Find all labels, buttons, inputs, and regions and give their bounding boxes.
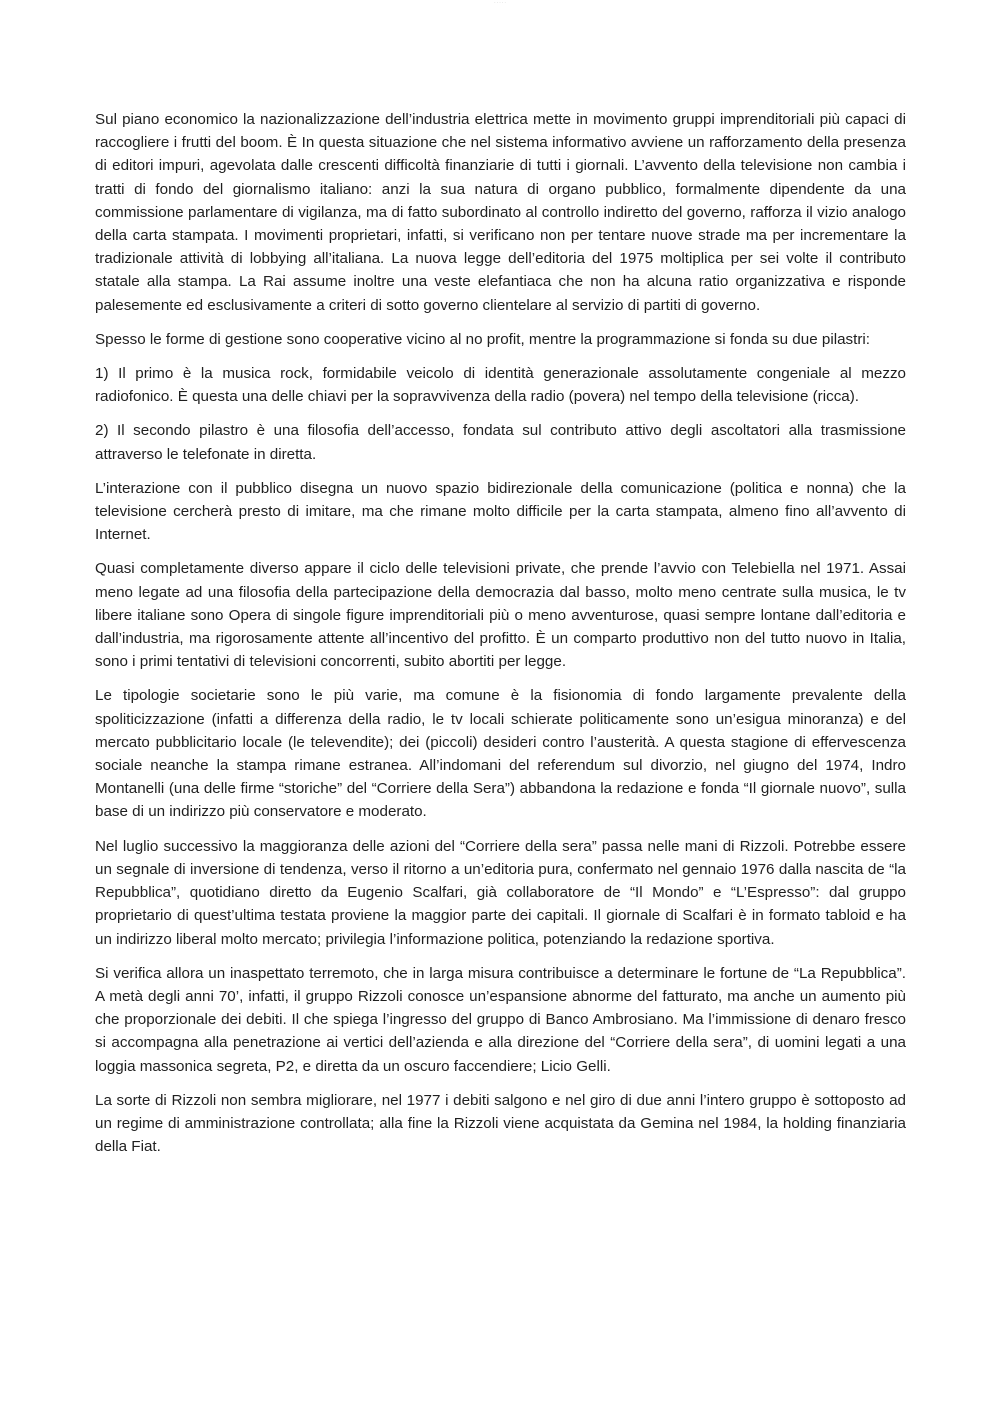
document-body bbox=[95, 108, 906, 1169]
paragraph: Quasi completamente diverso appare il ciclo delle televisioni private, che prende l’avvio con Telebiella nel 1971. Assai meno legate ad una filosofia della partecipazione della democrazia dal basso, molto meno centrate sulla musica, le tv libere italiane sono Opera di singole figure imprenditoriali più o meno avventurose, quasi sempre lontane dall’editoria e dall’industria, ma rigorosamente attente all’incentivo del profitto. È un comparto produttivo non del tutto nuovo in Italia, sono i primi tentativi di televisioni concorrenti, subito abortiti per legge. bbox=[95, 560, 906, 671]
paragraph: Sul piano economico la nazionalizzazione dell’industria elettrica mette in movimento gruppi imprenditoriali più capaci di raccogliere i frutti del boom. È In questa situazione che nel sistema informativo avviene un rafforzamento della presenza di editori impuri, agevolata dalle crescenti difficoltà finanziarie di tutti i giornali. L’avvento della televisione non cambia i tratti di fondo del giornalismo italiano: anzi la sua natura di organo pubblico, formalmente dipendente da una commissione parlamentare di vigilanza, ma di fatto subordinato al controllo indiretto del governo, rafforza il vizio analogo della carta stampata. I movimenti proprietari, infatti, si verificano non per tentare nuove strade ma per incrementare la tradizionale attività di lobbying all’italiana. La nuova legge dell’editoria del 1975 moltiplica per sei volte il contributo statale alla stampa. La Rai assume inoltre una veste elefantiaca che non ha alcuna ratio organizzativa e risponde palesemente ed esclusivamente a criteri di sotto governo clientelare al servizio di partiti di governo. bbox=[95, 111, 906, 314]
paragraph: Spesso le forme di gestione sono cooperative vicino al no profit, mentre la programmazione si fonda su due pilastri: bbox=[95, 330, 870, 348]
paragraph: La sorte di Rizzoli non sembra migliorare, nel 1977 i debiti salgono e nel giro di due anni l’intero gruppo è sottoposto ad un regime di amministrazione controllata; alla fine la Rizzoli viene acquistata da Gemina nel 1984, la holding finanziaria della Fiat. bbox=[95, 1091, 906, 1156]
paragraph: 2) Il secondo pilastro è una filosofia dell’accesso, fondata sul contributo attivo degli ascoltatori alla trasmissione attraverso le telefonate in diretta. bbox=[95, 422, 906, 463]
paragraph: 1) Il primo è la musica rock, formidabile veicolo di identità generazionale assolutamente congeniale al mezzo radiofonico. È questa una delle chiavi per la sopravvivenza della radio (povera) nel tempo della televisione (ricca). bbox=[95, 365, 906, 406]
paragraph: Si verifica allora un inaspettato terremoto, che in larga misura contribuisce a determinare le fortune de “La Repubblica”. A metà degli anni 70’, infatti, il gruppo Rizzoli conosce un’espansione abnorme del fatturato, ma anche un aumento più che proporzionale dei debiti. Il che spiega l’ingresso del gruppo di Banco Ambrosiano. Ma l’immissione di denaro fresco si accompagna alla penetrazione ai vertici dell’azienda e alla direzione del “Corriere della sera”, di uomini legati a una loggia massonica segreta, P2, e diretta da un oscuro faccendiere; Licio Gelli. bbox=[95, 964, 906, 1075]
header-mark: · · · · · bbox=[494, 0, 506, 5]
paragraph: L’interazione con il pubblico disegna un nuovo spazio bidirezionale della comunicazione (politica e nonna) che la televisione cercherà presto di imitare, ma che rimane molto difficile per la carta stampata, almeno fino all’avvento di Internet. bbox=[95, 479, 906, 544]
paragraph: Le tipologie societarie sono le più varie, ma comune è la fisionomia di fondo largamente prevalente della spoliticizzazione (infatti a differenza della radio, le tv locali schierate politicamente sono un’esigua minoranza) e del mercato pubblicitario locale (le televendite); dei (piccoli) desideri contro l’austerità. A questa stagione di effervescenza sociale neanche la stampa rimane estranea. All’indomani del referendum sul divorzio, nel giugno del 1974, Indro Montanelli (una delle firme “storiche” del “Corriere della Sera”) abbandona la redazione e fonda “Il giornale nuovo”, sulla base di un indirizzo più conservatore e moderato. bbox=[95, 687, 906, 821]
paragraph: Nel luglio successivo la maggioranza delle azioni del “Corriere della sera” passa nelle mani di Rizzoli. Potrebbe essere un segnale di inversione di tendenza, verso il ritorno a un’editoria pura, confermato nel gennaio 1976 dalla nascita de “la Repubblica”, quotidiano diretto da Eugenio Scalfari, già collaboratore de “Il Mondo” e “L’Espresso”: dal gruppo proprietario di quest’ultima testata proviene la maggior parte dei capitali. Il giornale di Scalfari è in formato tabloid e ha un indirizzo liberal molto mercato; privilegia l’informazione politica, potenziando la redazione sportiva. bbox=[95, 837, 906, 948]
